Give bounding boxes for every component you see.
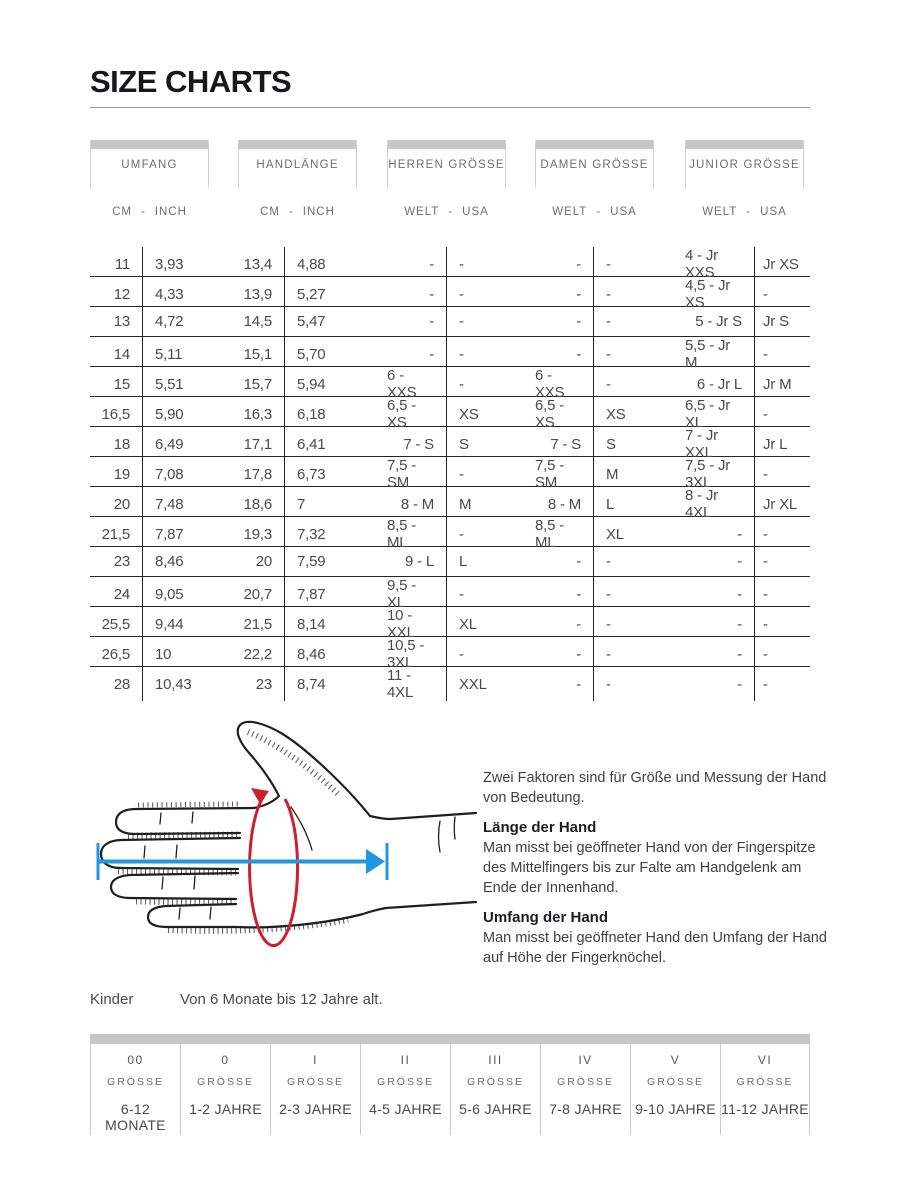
size-cell: - bbox=[459, 375, 464, 393]
kinder-size-label: I bbox=[313, 1053, 318, 1067]
size-cell: 15 bbox=[90, 367, 143, 401]
header-bar bbox=[536, 140, 653, 149]
size-cell: S bbox=[606, 435, 616, 453]
size-cell: - bbox=[387, 247, 447, 281]
size-cell: 5,5 - Jr M bbox=[685, 337, 755, 371]
kinder-size-label: V bbox=[670, 1053, 681, 1067]
size-cell: 16,3 bbox=[238, 397, 285, 431]
header-bar bbox=[686, 140, 803, 149]
size-cell: 7,87 bbox=[155, 525, 184, 543]
size-cell: XL bbox=[606, 525, 624, 543]
unit-label: WELT bbox=[552, 206, 588, 218]
size-cell: 14 bbox=[90, 337, 143, 371]
header-group-umfang bbox=[90, 140, 209, 188]
hand-shading bbox=[118, 732, 348, 931]
header-bar bbox=[239, 140, 356, 149]
size-cell: 17,1 bbox=[238, 427, 285, 461]
header-bar bbox=[388, 140, 505, 149]
size-cell: - bbox=[459, 525, 464, 543]
title-divider bbox=[90, 107, 810, 108]
size-cell: 7,59 bbox=[297, 553, 326, 570]
size-cell: 3,93 bbox=[155, 255, 184, 273]
size-cell: - bbox=[763, 585, 768, 603]
size-cell: - bbox=[535, 667, 594, 701]
unit-label: CM bbox=[260, 206, 280, 218]
size-cell: 7 - Jr XXL bbox=[685, 427, 755, 461]
size-cell: 18 bbox=[90, 427, 143, 461]
kinder-size-label: 00 bbox=[127, 1053, 144, 1067]
hand-outline bbox=[101, 722, 476, 928]
size-cell: - bbox=[606, 375, 611, 393]
unit-label: INCH bbox=[154, 206, 187, 218]
size-cell: - bbox=[459, 313, 464, 330]
size-cell: - bbox=[606, 313, 611, 330]
size-cell: - bbox=[606, 553, 611, 570]
kinder-age: 9-10 JAHRE bbox=[635, 1101, 716, 1117]
size-cell: - bbox=[606, 615, 611, 633]
size-cell: 8,14 bbox=[297, 615, 326, 633]
size-cell: 23 bbox=[90, 547, 143, 576]
size-cell: 13,9 bbox=[238, 277, 285, 311]
size-table-row bbox=[90, 397, 810, 431]
kinder-caption: GRÖSSE bbox=[467, 1076, 524, 1088]
size-cell: 7 - S bbox=[387, 427, 447, 461]
size-cell: - bbox=[763, 675, 768, 693]
size-cell: - bbox=[763, 465, 768, 483]
kinder-age: 5-6 JAHRE bbox=[459, 1101, 532, 1117]
size-cell: 11 bbox=[90, 247, 143, 281]
size-cell: 12 bbox=[90, 277, 143, 311]
unit-row-herren bbox=[387, 206, 506, 218]
measuring-intro: Zwei Faktoren sind für Größe und Messung der Hand von Bedeutung. bbox=[483, 770, 827, 806]
size-table-row bbox=[90, 367, 810, 401]
size-cell: 10,43 bbox=[155, 675, 192, 693]
size-cell: 20,7 bbox=[238, 577, 285, 611]
size-cell: 7,08 bbox=[155, 465, 184, 483]
size-cell: - bbox=[535, 547, 594, 576]
size-cell: 13 bbox=[90, 307, 143, 336]
size-cell: 5,51 bbox=[155, 375, 184, 393]
size-table-row bbox=[90, 277, 810, 311]
size-cell: - bbox=[685, 607, 755, 641]
column-group-label: DAMEN GRÖSSE bbox=[540, 159, 649, 171]
unit-separator: - bbox=[288, 206, 294, 218]
size-cell: - bbox=[387, 277, 447, 311]
size-cell: 7,5 - SM bbox=[387, 457, 447, 491]
size-cell: XS bbox=[606, 405, 626, 423]
hand-measurement-illustration bbox=[88, 712, 478, 977]
unit-label: USA bbox=[610, 206, 637, 218]
size-cell: 23 bbox=[238, 667, 285, 701]
size-cell: 4,88 bbox=[297, 255, 326, 273]
size-cell: 6,41 bbox=[297, 435, 326, 453]
size-cell: L bbox=[606, 495, 615, 513]
unit-separator: - bbox=[448, 206, 454, 218]
size-cell: 5,47 bbox=[297, 313, 326, 330]
size-cell: 28 bbox=[90, 667, 143, 701]
size-cell: 8,46 bbox=[297, 645, 326, 663]
size-cell: 4,5 - Jr XS bbox=[685, 277, 755, 311]
size-cell: 14,5 bbox=[238, 307, 285, 336]
kinder-age: 11-12 JAHRE bbox=[721, 1101, 809, 1117]
size-cell: 6 - XXS bbox=[387, 367, 447, 401]
kinder-size-cell bbox=[630, 1044, 720, 1135]
size-cell: 9,44 bbox=[155, 615, 184, 633]
size-cell: - bbox=[459, 465, 464, 483]
size-cell: 7,87 bbox=[297, 585, 326, 603]
column-group-label: JUNIOR GRÖSSE bbox=[689, 159, 800, 171]
size-cell: 6,5 - XS bbox=[387, 397, 447, 431]
size-cell: 8 - Jr 4XL bbox=[685, 487, 755, 521]
size-cell: 22,2 bbox=[238, 637, 285, 671]
size-cell: 7 - S bbox=[535, 427, 594, 461]
size-cell: 6,49 bbox=[155, 435, 184, 453]
size-cell: - bbox=[535, 337, 594, 371]
kinder-caption: GRÖSSE bbox=[647, 1076, 704, 1088]
size-cell: 6,5 - Jr XL bbox=[685, 397, 755, 431]
size-cell: - bbox=[606, 645, 611, 663]
size-cell: 5,70 bbox=[297, 345, 326, 363]
size-cell: 8,74 bbox=[297, 675, 326, 693]
size-cell: 8 - M bbox=[535, 487, 594, 521]
size-cell: 6,5 - XS bbox=[535, 397, 594, 431]
kinder-size-cell bbox=[90, 1044, 180, 1135]
size-cell: 19 bbox=[90, 457, 143, 491]
size-cell: 9,05 bbox=[155, 585, 184, 603]
kinder-size-cell bbox=[270, 1044, 360, 1135]
kinder-label: Kinder bbox=[90, 991, 134, 1008]
size-cell: - bbox=[606, 285, 611, 303]
size-cell: M bbox=[459, 495, 472, 513]
size-cell: - bbox=[459, 345, 464, 363]
size-cell: - bbox=[606, 585, 611, 603]
size-cell: - bbox=[763, 285, 768, 303]
size-cell: 7,48 bbox=[155, 495, 184, 513]
size-cell: - bbox=[763, 405, 768, 423]
size-cell: - bbox=[535, 607, 594, 641]
size-cell: 8,46 bbox=[155, 553, 184, 570]
size-cell: 17,8 bbox=[238, 457, 285, 491]
size-cell: - bbox=[387, 307, 447, 336]
size-cell: - bbox=[535, 307, 594, 336]
unit-row-junior bbox=[685, 206, 804, 218]
kinder-columns bbox=[90, 1044, 810, 1135]
size-cell: 11 - 4XL bbox=[387, 667, 447, 701]
size-cell: - bbox=[459, 285, 464, 303]
size-cell: 8,5 - ML bbox=[535, 517, 594, 551]
header-group-handlaenge bbox=[238, 140, 357, 188]
kinder-table-bar bbox=[90, 1034, 810, 1044]
size-table-row bbox=[90, 427, 810, 461]
size-cell: 6,73 bbox=[297, 465, 326, 483]
size-table-row bbox=[90, 607, 810, 641]
size-cell: 5,11 bbox=[155, 345, 183, 363]
unit-separator: - bbox=[746, 206, 752, 218]
size-table-row bbox=[90, 247, 810, 281]
size-cell: 10 - XXL bbox=[387, 607, 447, 641]
kinder-size-label: II bbox=[400, 1053, 411, 1067]
kinder-caption: GRÖSSE bbox=[107, 1076, 164, 1088]
size-cell: Jr L bbox=[763, 435, 788, 453]
size-cell: - bbox=[535, 247, 594, 281]
kinder-description: Von 6 Monate bis 12 Jahre alt. bbox=[180, 991, 383, 1008]
size-cell: - bbox=[606, 345, 611, 363]
size-table-body bbox=[90, 247, 810, 701]
size-cell: 13,4 bbox=[238, 247, 285, 281]
unit-label: USA bbox=[462, 206, 489, 218]
kinder-age: 7-8 JAHRE bbox=[549, 1101, 622, 1117]
size-cell: - bbox=[387, 337, 447, 371]
size-cell: 16,5 bbox=[90, 397, 143, 431]
kinder-caption: GRÖSSE bbox=[736, 1076, 794, 1088]
page-title: SIZE CHARTS bbox=[90, 64, 292, 99]
size-cell: 7 bbox=[297, 495, 306, 513]
unit-label: INCH bbox=[302, 206, 335, 218]
size-cell: 6 - XXS bbox=[535, 367, 594, 401]
unit-label: WELT bbox=[702, 206, 738, 218]
size-cell: - bbox=[535, 277, 594, 311]
kinder-size-label: III bbox=[488, 1053, 503, 1067]
size-cell: 10 bbox=[155, 645, 172, 663]
size-cell: - bbox=[606, 255, 611, 273]
size-cell: 21,5 bbox=[238, 607, 285, 641]
size-cell: M bbox=[606, 465, 619, 483]
size-cell: - bbox=[685, 547, 755, 576]
size-cell: 25,5 bbox=[90, 607, 143, 641]
kinder-size-cell bbox=[720, 1044, 810, 1135]
size-cell: 4,33 bbox=[155, 285, 184, 303]
kinder-table bbox=[90, 1034, 810, 1135]
size-cell: 7,32 bbox=[297, 525, 326, 543]
kinder-size-cell bbox=[180, 1044, 270, 1135]
size-cell: 5 - Jr S bbox=[685, 307, 755, 336]
size-cell: - bbox=[685, 577, 755, 611]
size-cell: - bbox=[606, 675, 611, 693]
size-cell: - bbox=[459, 645, 464, 663]
unit-label: USA bbox=[760, 206, 787, 218]
size-cell: 7,5 - Jr 3XL bbox=[685, 457, 755, 491]
header-group-junior bbox=[685, 140, 804, 188]
unit-label: WELT bbox=[404, 206, 440, 218]
size-cell: 21,5 bbox=[90, 517, 143, 551]
section-heading-laenge: Länge der Hand bbox=[483, 819, 597, 836]
unit-separator: - bbox=[140, 206, 146, 218]
kinder-size-cell bbox=[360, 1044, 450, 1135]
size-table-row bbox=[90, 637, 810, 671]
size-table-row bbox=[90, 577, 810, 611]
size-cell: 9 - L bbox=[387, 547, 447, 576]
kinder-size-label: VI bbox=[757, 1053, 773, 1067]
size-cell: XL bbox=[459, 615, 477, 633]
size-table-row bbox=[90, 457, 810, 491]
size-cell: Jr XS bbox=[763, 255, 799, 273]
size-cell: 4,72 bbox=[155, 313, 184, 330]
column-group-label: UMFANG bbox=[121, 159, 178, 171]
size-cell: 24 bbox=[90, 577, 143, 611]
header-group-damen bbox=[535, 140, 654, 188]
measuring-instructions bbox=[483, 768, 835, 978]
size-cell: 6 - Jr L bbox=[685, 367, 755, 401]
kinder-age: 1-2 JAHRE bbox=[189, 1101, 262, 1117]
kinder-size-cell bbox=[540, 1044, 630, 1135]
size-cell: 26,5 bbox=[90, 637, 143, 671]
size-cell: 5,94 bbox=[297, 375, 326, 393]
header-group-herren bbox=[387, 140, 506, 188]
size-cell: - bbox=[763, 645, 768, 663]
kinder-intro-row bbox=[90, 991, 383, 1008]
size-cell: 18,6 bbox=[238, 487, 285, 521]
size-cell: - bbox=[763, 615, 768, 633]
size-cell: 15,7 bbox=[238, 367, 285, 401]
column-group-label: HERREN GRÖSSE bbox=[388, 159, 505, 171]
size-cell: - bbox=[685, 637, 755, 671]
section-body-umfang: Man misst bei geöffneter Hand den Umfang der Hand auf Höhe der Fingerknöchel. bbox=[483, 930, 827, 966]
size-table-row bbox=[90, 547, 810, 577]
size-cell: 20 bbox=[238, 547, 285, 576]
size-cell: Jr XL bbox=[763, 495, 798, 513]
size-cell: - bbox=[535, 577, 594, 611]
size-cell: - bbox=[685, 667, 755, 701]
size-cell: - bbox=[535, 637, 594, 671]
header-bar bbox=[91, 140, 208, 149]
kinder-caption: GRÖSSE bbox=[377, 1076, 434, 1088]
unit-label: CM bbox=[112, 206, 132, 218]
kinder-size-label: 0 bbox=[221, 1053, 230, 1067]
size-table-row bbox=[90, 487, 810, 521]
section-heading-umfang: Umfang der Hand bbox=[483, 909, 609, 926]
unit-row-handlaenge bbox=[238, 206, 357, 218]
size-cell: 20 bbox=[90, 487, 143, 521]
size-cell: L bbox=[459, 553, 468, 570]
size-cell: 7,5 - SM bbox=[535, 457, 594, 491]
size-cell: - bbox=[459, 255, 464, 273]
size-cell: 19,3 bbox=[238, 517, 285, 551]
unit-row-umfang bbox=[90, 206, 209, 218]
size-table-row bbox=[90, 667, 810, 701]
size-cell: 8,5 - ML bbox=[387, 517, 447, 551]
kinder-age: 6-12 MONATE bbox=[105, 1101, 166, 1133]
size-cell: 15,1 bbox=[238, 337, 285, 371]
kinder-caption: GRÖSSE bbox=[557, 1076, 614, 1088]
size-table-header bbox=[90, 140, 810, 236]
size-cell: S bbox=[459, 435, 469, 453]
size-cell: XXL bbox=[459, 675, 487, 693]
kinder-age: 4-5 JAHRE bbox=[369, 1101, 442, 1117]
size-cell: 10,5 - 3XL bbox=[387, 637, 447, 671]
size-cell: 5,27 bbox=[297, 285, 326, 303]
size-cell: 8 - M bbox=[387, 487, 447, 521]
size-table-row bbox=[90, 337, 810, 371]
size-cell: 9,5 - XL bbox=[387, 577, 447, 611]
kinder-caption: GRÖSSE bbox=[287, 1076, 344, 1088]
size-cell: Jr S bbox=[763, 313, 789, 330]
kinder-caption: GRÖSSE bbox=[197, 1076, 254, 1088]
column-group-label: HANDLÄNGE bbox=[256, 159, 339, 171]
section-body-laenge: Man misst bei geöffneter Hand von der Fingerspitze des Mittelfingers bis zur Falte am Handgelenk am Ende der Innenhand. bbox=[483, 840, 816, 896]
size-cell: - bbox=[459, 585, 464, 603]
size-table-row bbox=[90, 517, 810, 551]
kinder-age: 2-3 JAHRE bbox=[279, 1101, 352, 1117]
size-cell: - bbox=[685, 517, 755, 551]
kinder-size-cell bbox=[450, 1044, 540, 1135]
size-cell: 4 - Jr XXS bbox=[685, 247, 755, 281]
unit-row-damen bbox=[535, 206, 654, 218]
circumference-arrow-icon bbox=[250, 788, 298, 946]
size-cell: 5,90 bbox=[155, 405, 184, 423]
size-table-row bbox=[90, 307, 810, 337]
size-cell: Jr M bbox=[763, 375, 792, 393]
size-cell: - bbox=[763, 553, 768, 570]
size-cell: XS bbox=[459, 405, 479, 423]
kinder-size-label: IV bbox=[578, 1053, 593, 1067]
size-cell: - bbox=[763, 345, 768, 363]
size-cell: 6,18 bbox=[297, 405, 326, 423]
unit-separator: - bbox=[596, 206, 602, 218]
size-cell: - bbox=[763, 525, 768, 543]
